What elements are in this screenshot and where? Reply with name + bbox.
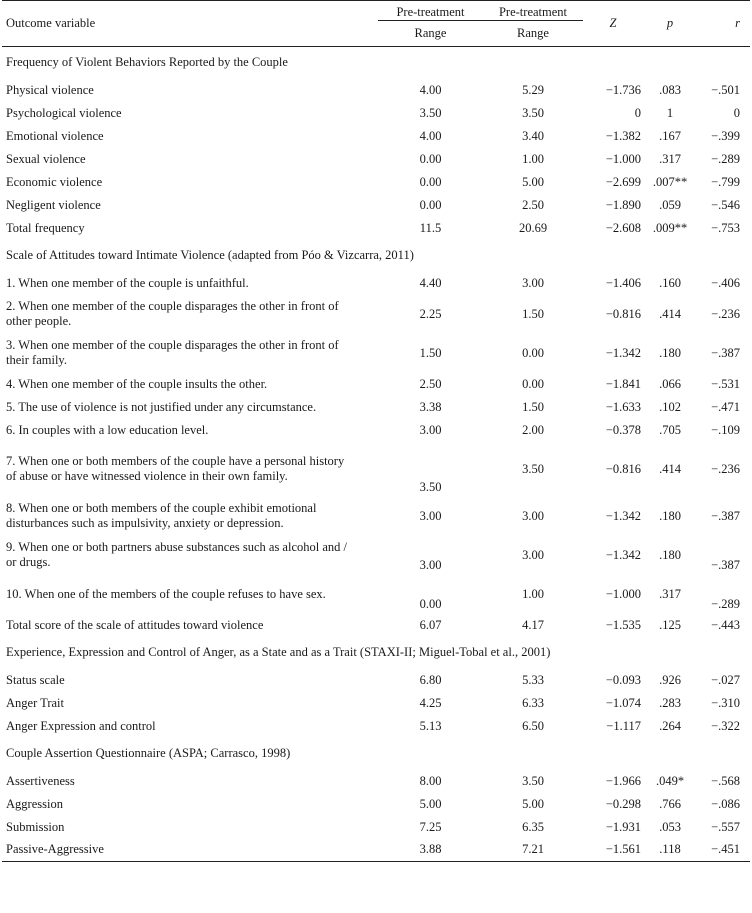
pre-treatment-range-1: 3.50 — [419, 479, 442, 494]
p-value: .066 — [659, 376, 681, 391]
row-label: Emotional violence — [6, 128, 104, 143]
row-label: 7. When one or both members of the couple have a personal history of abuse or have witnessed violence in their own family. — [6, 454, 345, 483]
table-row — [2, 102, 750, 125]
header-p: p — [643, 1, 697, 47]
p-value: .083 — [659, 82, 681, 97]
pre-treatment-range-1: 3.38 — [419, 399, 442, 414]
table-row — [2, 715, 750, 738]
table-row — [2, 171, 750, 194]
pre-treatment-range-1: 4.00 — [419, 128, 442, 143]
p-value: .118 — [659, 842, 681, 857]
pre-treatment-range-2: 6.33 — [522, 695, 544, 710]
pre-treatment-range-2: 3.50 — [522, 105, 544, 120]
results-table — [2, 0, 750, 862]
section-title: Couple Assertion Questionnaire (ASPA; Carrasco, 1998) — [6, 746, 291, 760]
p-value: .283 — [659, 695, 681, 710]
p-value: .049* — [655, 773, 685, 788]
table-row — [2, 396, 750, 419]
r-value: −.387 — [711, 508, 740, 523]
header-range-1: Range — [378, 21, 483, 47]
p-value: 1 — [666, 105, 674, 120]
pre-treatment-range-2: 2.50 — [522, 197, 544, 212]
table-row — [2, 194, 750, 217]
header-z: Z — [583, 1, 643, 47]
table-row — [2, 334, 750, 373]
z-value: 0 — [634, 105, 641, 120]
table-row — [2, 614, 750, 637]
pre-treatment-range-1: 4.25 — [419, 695, 442, 710]
z-value: −1.117 — [606, 718, 641, 733]
table-row — [2, 816, 750, 839]
pre-treatment-range-2: 3.40 — [522, 128, 544, 143]
r-value: −.568 — [711, 773, 740, 788]
z-value: −1.342 — [605, 345, 641, 360]
p-value: .317 — [659, 151, 681, 166]
z-value: −1.966 — [605, 773, 641, 788]
r-value: −.387 — [711, 345, 740, 360]
pre-treatment-range-1: 3.00 — [419, 508, 442, 523]
p-value: .180 — [659, 345, 681, 360]
row-label: Passive-Aggressive — [6, 842, 104, 857]
section-header — [2, 240, 750, 272]
row-label: 1. When one member of the couple is unfaithful. — [6, 275, 249, 290]
row-label: 6. In couples with a low education level. — [6, 422, 209, 437]
results-table-body — [2, 47, 750, 862]
table-row — [2, 295, 750, 334]
z-value: −1.342 — [605, 547, 641, 562]
p-value: .414 — [659, 306, 681, 321]
r-value: −.399 — [711, 128, 740, 143]
z-value: −1.382 — [605, 128, 641, 143]
row-label: 5. The use of violence is not justified under any circumstance. — [6, 399, 317, 414]
p-value: .007** — [652, 174, 688, 189]
pre-treatment-range-1: 6.07 — [419, 617, 442, 632]
table-row — [2, 575, 750, 614]
r-value: −.289 — [711, 596, 740, 611]
row-label: Psychological violence — [6, 105, 122, 120]
pre-treatment-range-2: 6.50 — [522, 718, 544, 733]
r-value: −.799 — [711, 174, 740, 189]
r-value: −.557 — [711, 819, 740, 834]
section-title: Scale of Attitudes toward Intimate Violence (adapted from Póo & Vizcarra, 2011) — [6, 248, 414, 262]
r-value: −.753 — [711, 220, 740, 235]
p-value: .053 — [659, 819, 681, 834]
pre-treatment-range-1: 7.25 — [419, 819, 442, 834]
r-value: −.236 — [711, 306, 740, 321]
r-value: −.236 — [711, 461, 740, 476]
p-value: .414 — [659, 461, 681, 476]
r-value: −.443 — [711, 617, 740, 632]
pre-treatment-range-2: 5.33 — [522, 672, 544, 687]
p-value: .264 — [659, 718, 681, 733]
row-label: Aggression — [6, 796, 63, 811]
z-value: −2.608 — [605, 220, 641, 235]
p-value: .059 — [659, 197, 681, 212]
z-value: −1.890 — [605, 197, 641, 212]
row-label: Anger Trait — [6, 695, 64, 710]
header-pre-treatment-2: Pre-treatment — [498, 5, 568, 19]
table-row — [2, 148, 750, 171]
pre-treatment-range-1: 0.00 — [419, 174, 442, 189]
pre-treatment-range-2: 1.50 — [522, 306, 544, 321]
z-value: −1.841 — [605, 376, 641, 391]
r-value: −.406 — [711, 275, 740, 290]
z-value: −0.378 — [605, 422, 641, 437]
header-outcome-variable: Outcome variable — [2, 1, 378, 47]
r-value: 0 — [733, 105, 740, 120]
row-label: 4. When one member of the couple insults the other. — [6, 376, 268, 391]
z-value: −0.816 — [605, 306, 641, 321]
pre-treatment-range-1: 8.00 — [419, 773, 442, 788]
z-value: −0.816 — [605, 461, 641, 476]
p-value: .125 — [659, 617, 681, 632]
table-row — [2, 79, 750, 102]
table-row — [2, 669, 750, 692]
pre-treatment-range-1: 0.00 — [419, 151, 442, 166]
z-value: −1.633 — [605, 399, 641, 414]
section-title: Experience, Expression and Control of Anger, as a State and as a Trait (STAXI-II; Miguel-Tobal et al., 2001) — [6, 645, 551, 659]
pre-treatment-range-1: 5.00 — [419, 796, 442, 811]
p-value: .102 — [659, 399, 681, 414]
section-title: Frequency of Violent Behaviors Reported by the Couple — [6, 55, 288, 70]
p-value: .160 — [659, 275, 681, 290]
pre-treatment-range-1: 3.50 — [419, 105, 442, 120]
r-value: −.289 — [711, 151, 740, 166]
pre-treatment-range-1: 1.50 — [419, 345, 442, 360]
p-value: .766 — [659, 796, 681, 811]
table-row — [2, 442, 750, 497]
table-row — [2, 125, 750, 148]
z-value: −1.561 — [605, 842, 641, 857]
pre-treatment-range-2: 20.69 — [518, 220, 548, 235]
table-row — [2, 793, 750, 816]
r-value: −.027 — [711, 672, 740, 687]
z-value: −1.342 — [605, 508, 641, 523]
row-label: Submission — [6, 819, 65, 834]
z-value: −1.406 — [605, 275, 641, 290]
table-row — [2, 373, 750, 396]
pre-treatment-range-1: 3.88 — [419, 842, 442, 857]
r-value: −.387 — [711, 557, 740, 572]
pre-treatment-range-1: 0.00 — [419, 197, 442, 212]
pre-treatment-range-1: 3.00 — [419, 557, 442, 572]
z-value: −2.699 — [605, 174, 641, 189]
table-row — [2, 839, 750, 862]
pre-treatment-range-1: 4.40 — [419, 275, 442, 290]
pre-treatment-range-1: 5.13 — [419, 718, 442, 733]
header-pre-treatment-1: Pre-treatment — [396, 5, 465, 19]
table-row — [2, 536, 750, 575]
pre-treatment-range-2: 5.00 — [522, 796, 544, 811]
pre-treatment-range-2: 5.00 — [522, 174, 544, 189]
pre-treatment-range-2: 6.35 — [522, 819, 544, 834]
table-row — [2, 497, 750, 536]
z-value: −0.298 — [605, 796, 641, 811]
p-value: .926 — [659, 672, 681, 687]
row-label: Economic violence — [6, 174, 103, 189]
section-header — [2, 738, 750, 770]
p-value: .317 — [659, 586, 681, 601]
row-label: 10. When one of the members of the couple refuses to have sex. — [6, 586, 326, 601]
pre-treatment-range-1: 2.25 — [419, 306, 442, 321]
row-label: Assertiveness — [6, 773, 75, 788]
z-value: −1.000 — [605, 151, 641, 166]
p-value: .705 — [659, 422, 681, 437]
z-value: −1.931 — [605, 819, 641, 834]
row-label: Status scale — [6, 672, 65, 687]
pre-treatment-range-2: 3.00 — [522, 508, 544, 523]
row-label: Anger Expression and control — [6, 718, 156, 733]
pre-treatment-range-2: 4.17 — [522, 617, 544, 632]
r-value: −.531 — [711, 376, 740, 391]
pre-treatment-range-2: 3.50 — [522, 461, 544, 476]
row-label: Sexual violence — [6, 151, 86, 166]
table-row — [2, 770, 750, 793]
row-label: Negligent violence — [6, 197, 101, 212]
p-value: .180 — [659, 508, 681, 523]
pre-treatment-range-2: 5.29 — [522, 82, 544, 97]
table-row — [2, 419, 750, 442]
table-row — [2, 272, 750, 295]
z-value: −1.736 — [605, 82, 641, 97]
r-value: −.322 — [711, 718, 740, 733]
r-value: −.310 — [711, 695, 740, 710]
pre-treatment-range-1: 0.00 — [419, 596, 442, 611]
table-row — [2, 692, 750, 715]
p-value: .180 — [659, 547, 681, 562]
pre-treatment-range-1: 11.5 — [419, 220, 442, 235]
pre-treatment-range-1: 3.00 — [419, 422, 442, 437]
row-label: 9. When one or both partners abuse substances such as alcohol and / or drugs. — [6, 540, 347, 569]
header-range-2: Range — [483, 21, 583, 47]
pre-treatment-range-2: 1.50 — [522, 399, 544, 414]
r-value: −.451 — [711, 842, 740, 857]
pre-treatment-range-1: 4.00 — [419, 82, 442, 97]
row-label: Physical violence — [6, 82, 94, 97]
z-value: −1.535 — [605, 617, 641, 632]
p-value: .009** — [652, 220, 688, 235]
row-label: 2. When one member of the couple disparages the other in front of other people. — [6, 299, 339, 328]
section-header — [2, 47, 750, 79]
r-value: −.471 — [711, 399, 740, 414]
table-row — [2, 217, 750, 240]
pre-treatment-range-2: 3.50 — [522, 773, 544, 788]
pre-treatment-range-2: 2.00 — [522, 422, 544, 437]
pre-treatment-range-2: 7.21 — [522, 842, 544, 857]
r-value: −.501 — [711, 82, 740, 97]
pre-treatment-range-2: 3.00 — [522, 275, 544, 290]
pre-treatment-range-1: 6.80 — [419, 672, 442, 687]
z-value: −1.000 — [605, 586, 641, 601]
pre-treatment-range-2: 1.00 — [522, 586, 544, 601]
row-label: 3. When one member of the couple disparages the other in front of their family. — [6, 338, 339, 367]
pre-treatment-range-2: 0.00 — [522, 345, 544, 360]
pre-treatment-range-2: 0.00 — [522, 376, 544, 391]
pre-treatment-range-2: 1.00 — [522, 151, 544, 166]
row-label: Total score of the scale of attitudes toward violence — [6, 617, 264, 632]
r-value: −.109 — [711, 422, 740, 437]
z-value: −0.093 — [605, 672, 641, 687]
p-value: .167 — [659, 128, 681, 143]
pre-treatment-range-2: 3.00 — [522, 547, 544, 562]
r-value: −.546 — [711, 197, 740, 212]
section-header — [2, 637, 750, 669]
r-value: −.086 — [711, 796, 740, 811]
header-r: r — [697, 1, 750, 47]
z-value: −1.074 — [605, 695, 641, 710]
pre-treatment-range-1: 2.50 — [419, 376, 442, 391]
row-label: Total frequency — [6, 220, 85, 235]
row-label: 8. When one or both members of the couple exhibit emotional disturbances such as impulsivity, anxiety or depression. — [6, 501, 317, 530]
